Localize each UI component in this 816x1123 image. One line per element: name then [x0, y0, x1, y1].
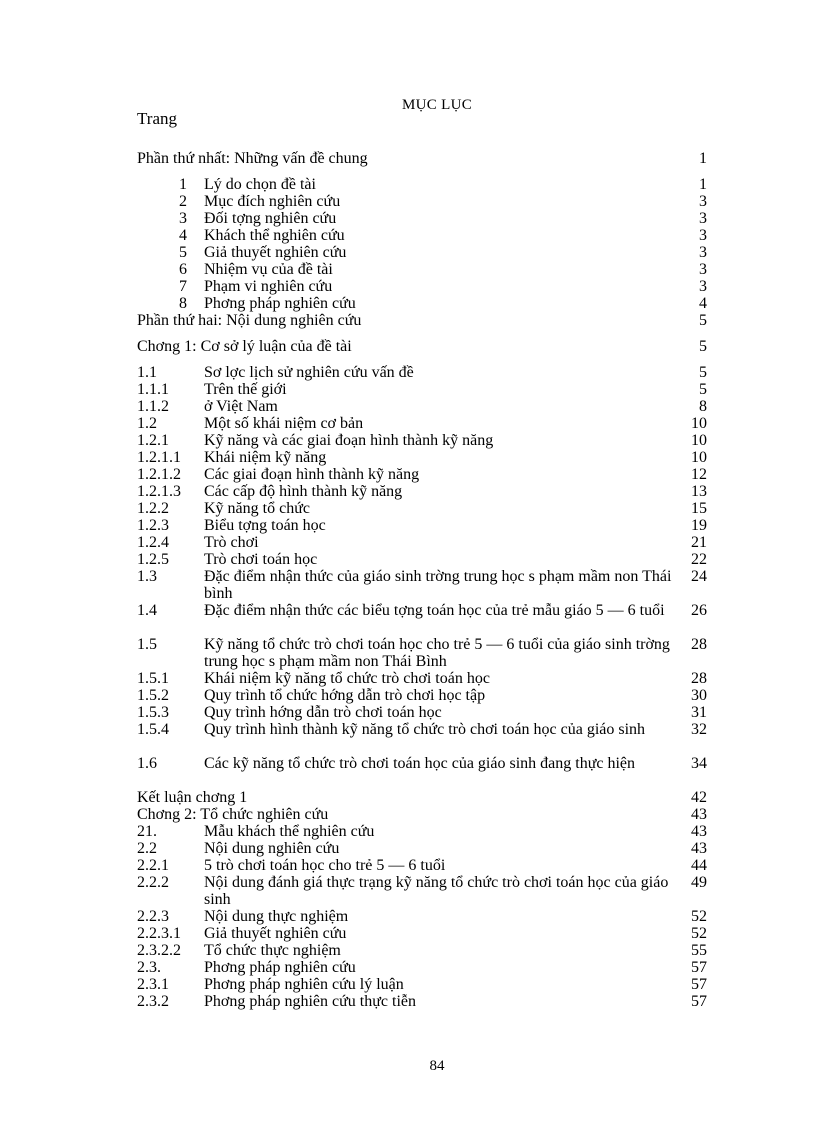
toc-entry-number: 1.6: [137, 755, 157, 772]
toc-entry-number: 5: [179, 244, 187, 261]
toc-entry-number: 1.1.2: [137, 398, 169, 415]
toc-entry-number: 1.2.5: [137, 551, 169, 568]
toc-entry-page: 55: [691, 942, 707, 959]
toc-entry-title: Trò chơi toán học: [204, 551, 318, 568]
toc-entry-title: Biểu tợng toán học: [204, 517, 326, 534]
toc-entry-number: 2: [179, 193, 187, 210]
toc-entry-number: 1.2.1: [137, 432, 169, 449]
toc-entry-number: 3: [179, 210, 187, 227]
toc-entry-page: 52: [691, 908, 707, 925]
toc-entry-title: Phần thứ nhất: Những vấn đề chung: [137, 150, 368, 167]
toc-entry-title: Chơng 1: Cơ sở lý luận của đề tài: [137, 338, 352, 355]
toc-entry-page: 30: [691, 687, 707, 704]
toc-entry-number: 1.5.2: [137, 687, 169, 704]
toc-entry-number: 1.5: [137, 636, 157, 653]
toc-entry-title: Quy trình tổ chức hớng dẫn trò chơi học tập: [204, 687, 486, 704]
toc-entry-page: 32: [691, 721, 707, 738]
toc-entry-page: 3: [699, 227, 707, 244]
toc-entry-number: 1: [179, 176, 187, 193]
toc-entry-title: Tổ chức thực nghiệm: [204, 942, 341, 959]
toc-entry-number: 2.2.3: [137, 908, 169, 925]
toc-entry-page: 10: [691, 415, 707, 432]
toc-entry-page: 15: [691, 500, 707, 517]
toc-entry-page: 28: [691, 636, 707, 653]
toc-entry-page: 22: [691, 551, 707, 568]
toc-entry-title: ở Việt Nam: [204, 398, 278, 415]
toc-entry-title: Kết luận chơng 1: [137, 789, 248, 806]
toc-entry-title: Nội dung nghiên cứu: [204, 840, 340, 857]
toc-entry-number: 1.5.1: [137, 670, 169, 687]
toc-entry-number: 1.2.4: [137, 534, 169, 551]
toc-entry-page: 1: [699, 176, 707, 193]
page-column-label: Trang: [137, 109, 177, 128]
toc-entry-page: 44: [691, 857, 707, 874]
toc-entry-page: 10: [691, 449, 707, 466]
toc-entry-title: Khái niệm kỹ năng: [204, 449, 327, 466]
toc-entry-number: 1.1: [137, 364, 157, 381]
toc-entry-page: 10: [691, 432, 707, 449]
toc-entry-title: Khái niệm kỹ năng tổ chức trò chơi toán học: [204, 670, 490, 687]
toc-entry-number: 2.2.3.1: [137, 925, 181, 942]
toc-entry-number: 2.2.1: [137, 857, 169, 874]
toc-entry-number: 1.2.1.1: [137, 449, 181, 466]
toc-entry-page: 3: [699, 244, 707, 261]
toc-entry-number: 1.4: [137, 602, 157, 619]
toc-entry-page: 43: [691, 806, 707, 823]
toc-entry-number: 2.3.1: [137, 976, 169, 993]
toc-entry-page: 49: [691, 874, 707, 891]
toc-entry-number: 1.2.1.3: [137, 483, 181, 500]
toc-entry-page: 43: [691, 823, 707, 840]
toc-entry-number: 2.3.: [137, 959, 161, 976]
toc-entry-title: Quy trình hình thành kỹ năng tổ chức trò chơi toán học của giáo sinh: [204, 721, 646, 738]
toc-entry-number: 1.2.2: [137, 500, 169, 517]
toc-entry-page: 5: [699, 381, 707, 398]
toc-entry-number: 1.5.4: [137, 721, 169, 738]
toc-entry-title: Phơng pháp nghiên cứu lý luận: [204, 976, 404, 993]
page-number: 84: [429, 1058, 445, 1074]
toc-entry-number: 2.2: [137, 840, 157, 857]
toc-entry-title: 5 trò chơi toán học cho trẻ 5 — 6 tuổi: [204, 857, 446, 874]
toc-entry-page: 43: [691, 840, 707, 857]
toc-entry-title: Phạm vi nghiên cứu: [204, 278, 333, 295]
toc-entry-page: 3: [699, 261, 707, 278]
toc-entry-number: 2.3.2.2: [137, 942, 181, 959]
toc-entry-title: Đặc điểm nhận thức của giáo sinh trờng trung học s phạm mầm non Thái bình: [204, 568, 672, 602]
toc-entry-title: Đối tợng nghiên cứu: [204, 210, 337, 227]
toc-entry-number: 1.2.3: [137, 517, 169, 534]
toc-entry-page: 5: [699, 312, 707, 329]
toc-entry-page: 13: [691, 483, 707, 500]
toc-entry-title: Kỹ năng tổ chức: [204, 500, 310, 517]
toc-entry-title: Các kỹ năng tổ chức trò chơi toán học của giáo sinh đang thực hiện: [204, 755, 636, 772]
toc-entry-number: 1.5.3: [137, 704, 169, 721]
toc-entry-title: Mẫu khách thể nghiên cứu: [204, 823, 375, 840]
toc-entry-title: Phần thứ hai: Nội dung nghiên cứu: [137, 312, 362, 329]
toc-entry-page: 31: [691, 704, 707, 721]
toc-entry-title: Sơ lợc lịch sử nghiên cứu vấn đề: [204, 364, 414, 381]
toc-entry-page: 3: [699, 193, 707, 210]
toc-entry-page: 42: [691, 789, 707, 806]
toc-entry-title: Lý do chọn đề tài: [204, 176, 316, 193]
toc-entry-title: Quy trình hớng dẫn trò chơi toán học: [204, 704, 442, 721]
toc-entry-page: 5: [699, 364, 707, 381]
toc-entry-page: 34: [691, 755, 707, 772]
toc-entry-page: 24: [691, 568, 707, 585]
toc-entry-title: Nhiệm vụ của đề tài: [204, 261, 333, 278]
toc-entry-page: 57: [691, 993, 707, 1010]
toc-entry-title: Nội dung thực nghiệm: [204, 908, 349, 925]
toc-entry-page: 5: [699, 338, 707, 355]
toc-entry-number: 21.: [137, 823, 157, 840]
toc-entry-title: Các cấp độ hình thành kỹ năng: [204, 483, 403, 500]
toc-entry-page: 4: [699, 295, 707, 312]
toc-entry-number: 1.3: [137, 568, 157, 585]
toc-entry-page: 12: [691, 466, 707, 483]
toc-entry-title: Phơng pháp nghiên cứu thực tiễn: [204, 993, 416, 1010]
toc-entry-number: 2.3.2: [137, 993, 169, 1010]
toc-entry-number: 1.2: [137, 415, 157, 432]
toc-entry-page: 57: [691, 959, 707, 976]
toc-entry-page: 57: [691, 976, 707, 993]
toc-entry-title: Các giai đoạn hình thành kỹ năng: [204, 466, 420, 483]
toc-entry-title: Đặc điểm nhận thức các biểu tợng toán học của trẻ mẫu giáo 5 — 6 tuổi: [204, 602, 665, 619]
toc-entry-number: 4: [179, 227, 187, 244]
toc-entry-title: Trò chơi: [204, 534, 259, 551]
toc-entry-page: 8: [699, 398, 707, 415]
toc-entry-number: 2.2.2: [137, 874, 169, 891]
toc-entry-title: Giả thuyết nghiên cứu: [204, 925, 347, 942]
toc-entry-number: 1.1.1: [137, 381, 169, 398]
toc-entry-number: 1.2.1.2: [137, 466, 181, 483]
toc-entry-page: 26: [691, 602, 707, 619]
toc-entry-title: Phơng pháp nghiên cứu: [204, 295, 356, 312]
toc-entry-number: 7: [179, 278, 187, 295]
toc-entry-number: 8: [179, 295, 187, 312]
toc-entry-page: 21: [691, 534, 707, 551]
toc-entry-title: Giả thuyết nghiên cứu: [204, 244, 347, 261]
toc-entry-title: Trên thế giới: [204, 381, 287, 398]
toc-entry-title: Kỹ năng và các giai đoạn hình thành kỹ năng: [204, 432, 494, 449]
toc-entry-title: Kỹ năng tổ chức trò chơi toán học cho trẻ 5 — 6 tuổi của giáo sinh trờng trung học s phạm mầm non Thái Bình: [204, 636, 670, 670]
toc-entry-title: Phơng pháp nghiên cứu: [204, 959, 356, 976]
toc-entry-page: 28: [691, 670, 707, 687]
toc-title: MỤC LỤC: [401, 97, 473, 113]
toc-entry-title: Chơng 2: Tổ chức nghiên cứu: [137, 806, 329, 823]
toc-entry-page: 3: [699, 278, 707, 295]
toc-entry-page: 1: [699, 150, 707, 167]
toc-entry-page: 3: [699, 210, 707, 227]
toc-entry-page: 19: [691, 517, 707, 534]
toc-entry-title: Nội dung đánh giá thực trạng kỹ năng tổ chức trò chơi toán học của giáo sinh: [204, 874, 669, 908]
toc-entry-title: Một số khái niệm cơ bản: [204, 415, 364, 432]
toc-entry-number: 6: [179, 261, 187, 278]
toc-entry-title: Mục đích nghiên cứu: [204, 193, 341, 210]
toc-entry-page: 52: [691, 925, 707, 942]
toc-entry-title: Khách thể nghiên cứu: [204, 227, 345, 244]
